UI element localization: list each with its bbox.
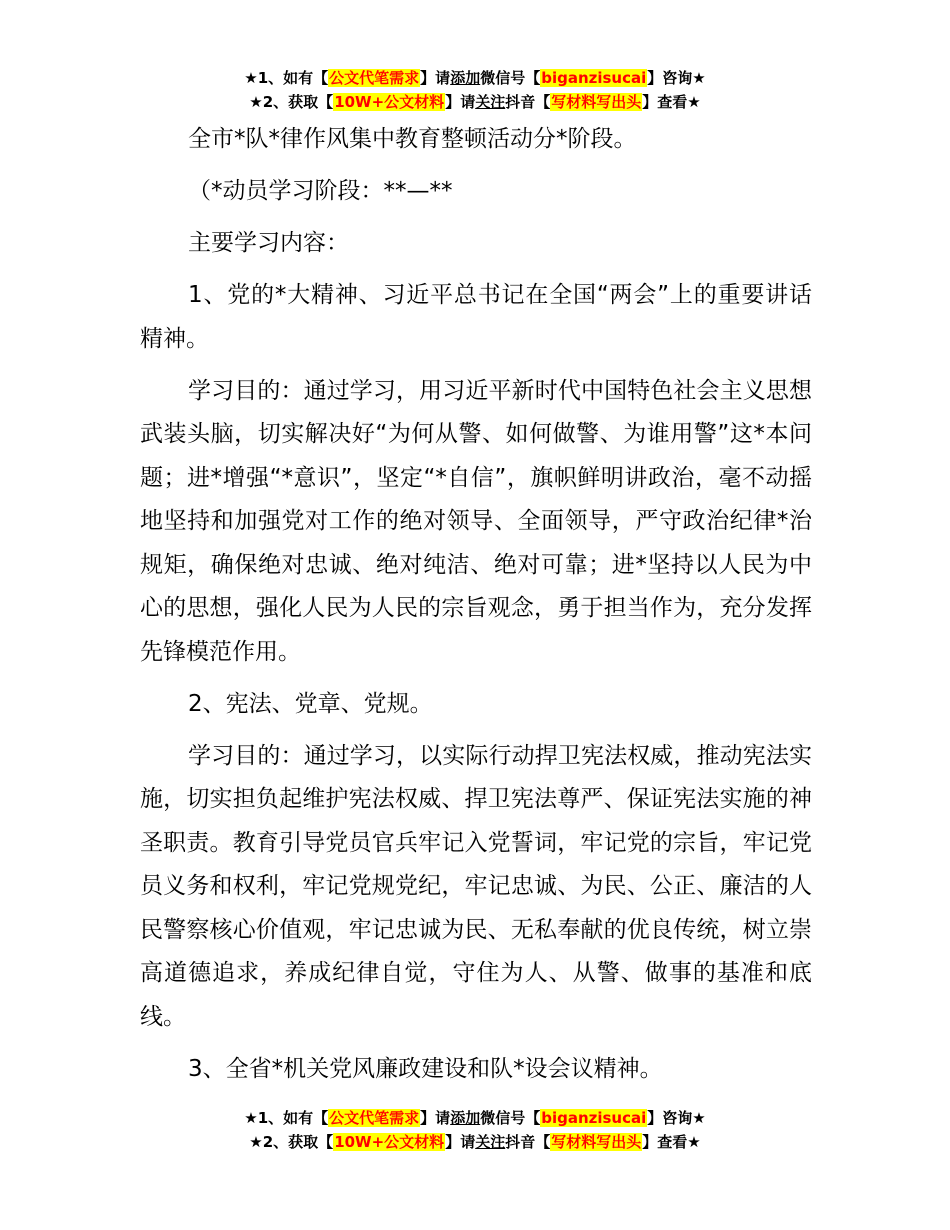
document-body (140, 118, 812, 1100)
highlight-materials: 10W+公文材料 (334, 93, 445, 111)
paragraph-item-1: 1、党的*大精神、习近平总书记在全国“两会”上的重要讲话精神。 (140, 282, 812, 352)
footer-banner-line-2: ★2、获取【10W+公文材料】请关注抖音【写材料写出头】查看★ (249, 1133, 701, 1151)
paragraph-item-2: 2、宪法、党章、党规。 (188, 690, 433, 717)
paragraph-purpose-2: 学习目的：通过学习，以实际行动捍卫宪法权威，推动宪法实施，切实担负起维护宪法权威、捍卫宪法尊严、保证宪法实施的神圣职责。教育引导党员官兵牢记入党誓词，牢记党的宗旨，牢记党员义务和权利，牢记党规党纪，牢记忠诚、为民、公正、廉洁的人民警察核心价值观，牢记忠诚为民、无私奉献的优良传统，树立崇高道德追求，养成纪律自觉，守住为人、从警、做事的基准和底线。 (140, 742, 812, 1030)
paragraph-item-3: 3、全省*机关党风廉政建设和队*设会议精神。 (188, 1055, 663, 1082)
paragraph-main-content-heading: 主要学习内容： (188, 230, 349, 256)
highlight-ghostwriting: 公文代笔需求 (329, 1109, 420, 1127)
header-banner-line-1: ★1、如有【公文代笔需求】请添加微信号【biganzisucai】咨询★ (244, 69, 706, 87)
footer-banner-line-1: ★1、如有【公文代笔需求】请添加微信号【biganzisucai】咨询★ (244, 1109, 706, 1127)
highlight-ghostwriting: 公文代笔需求 (329, 69, 420, 87)
highlight-materials: 10W+公文材料 (334, 1133, 445, 1151)
paragraph-stages: 全市*队*律作风集中教育整顿活动分*阶段。 (188, 126, 637, 152)
highlight-wechat-id: biganzisucai (541, 1109, 647, 1127)
header-banner (0, 66, 950, 114)
highlight-wechat-id: biganzisucai (541, 69, 647, 87)
paragraph-mobilization-stage: （*动员学习阶段：**—** (188, 178, 453, 204)
footer-banner (0, 1106, 950, 1154)
highlight-douyin-account: 写材料写出头 (551, 93, 642, 111)
paragraph-purpose-1: 学习目的：通过学习，用习近平新时代中国特色社会主义思想武装头脑，切实解决好“为何从警、如何做警、为谁用警”这*本问题；进*增强“*意识”，坚定“*自信”，旗帜鲜明讲政治，毫不动摇地坚持和加强党对工作的绝对领导、全面领导，严守政治纪律*治规矩，确保绝对忠诚、绝对纯洁、绝对可靠；进*坚持以人民为中心的思想，强化人民为人民的宗旨观念，勇于担当作为，充分发挥先锋模范作用。 (140, 377, 812, 665)
highlight-douyin-account: 写材料写出头 (551, 1133, 642, 1151)
header-banner-line-2: ★2、获取【10W+公文材料】请关注抖音【写材料写出头】查看★ (249, 93, 701, 111)
